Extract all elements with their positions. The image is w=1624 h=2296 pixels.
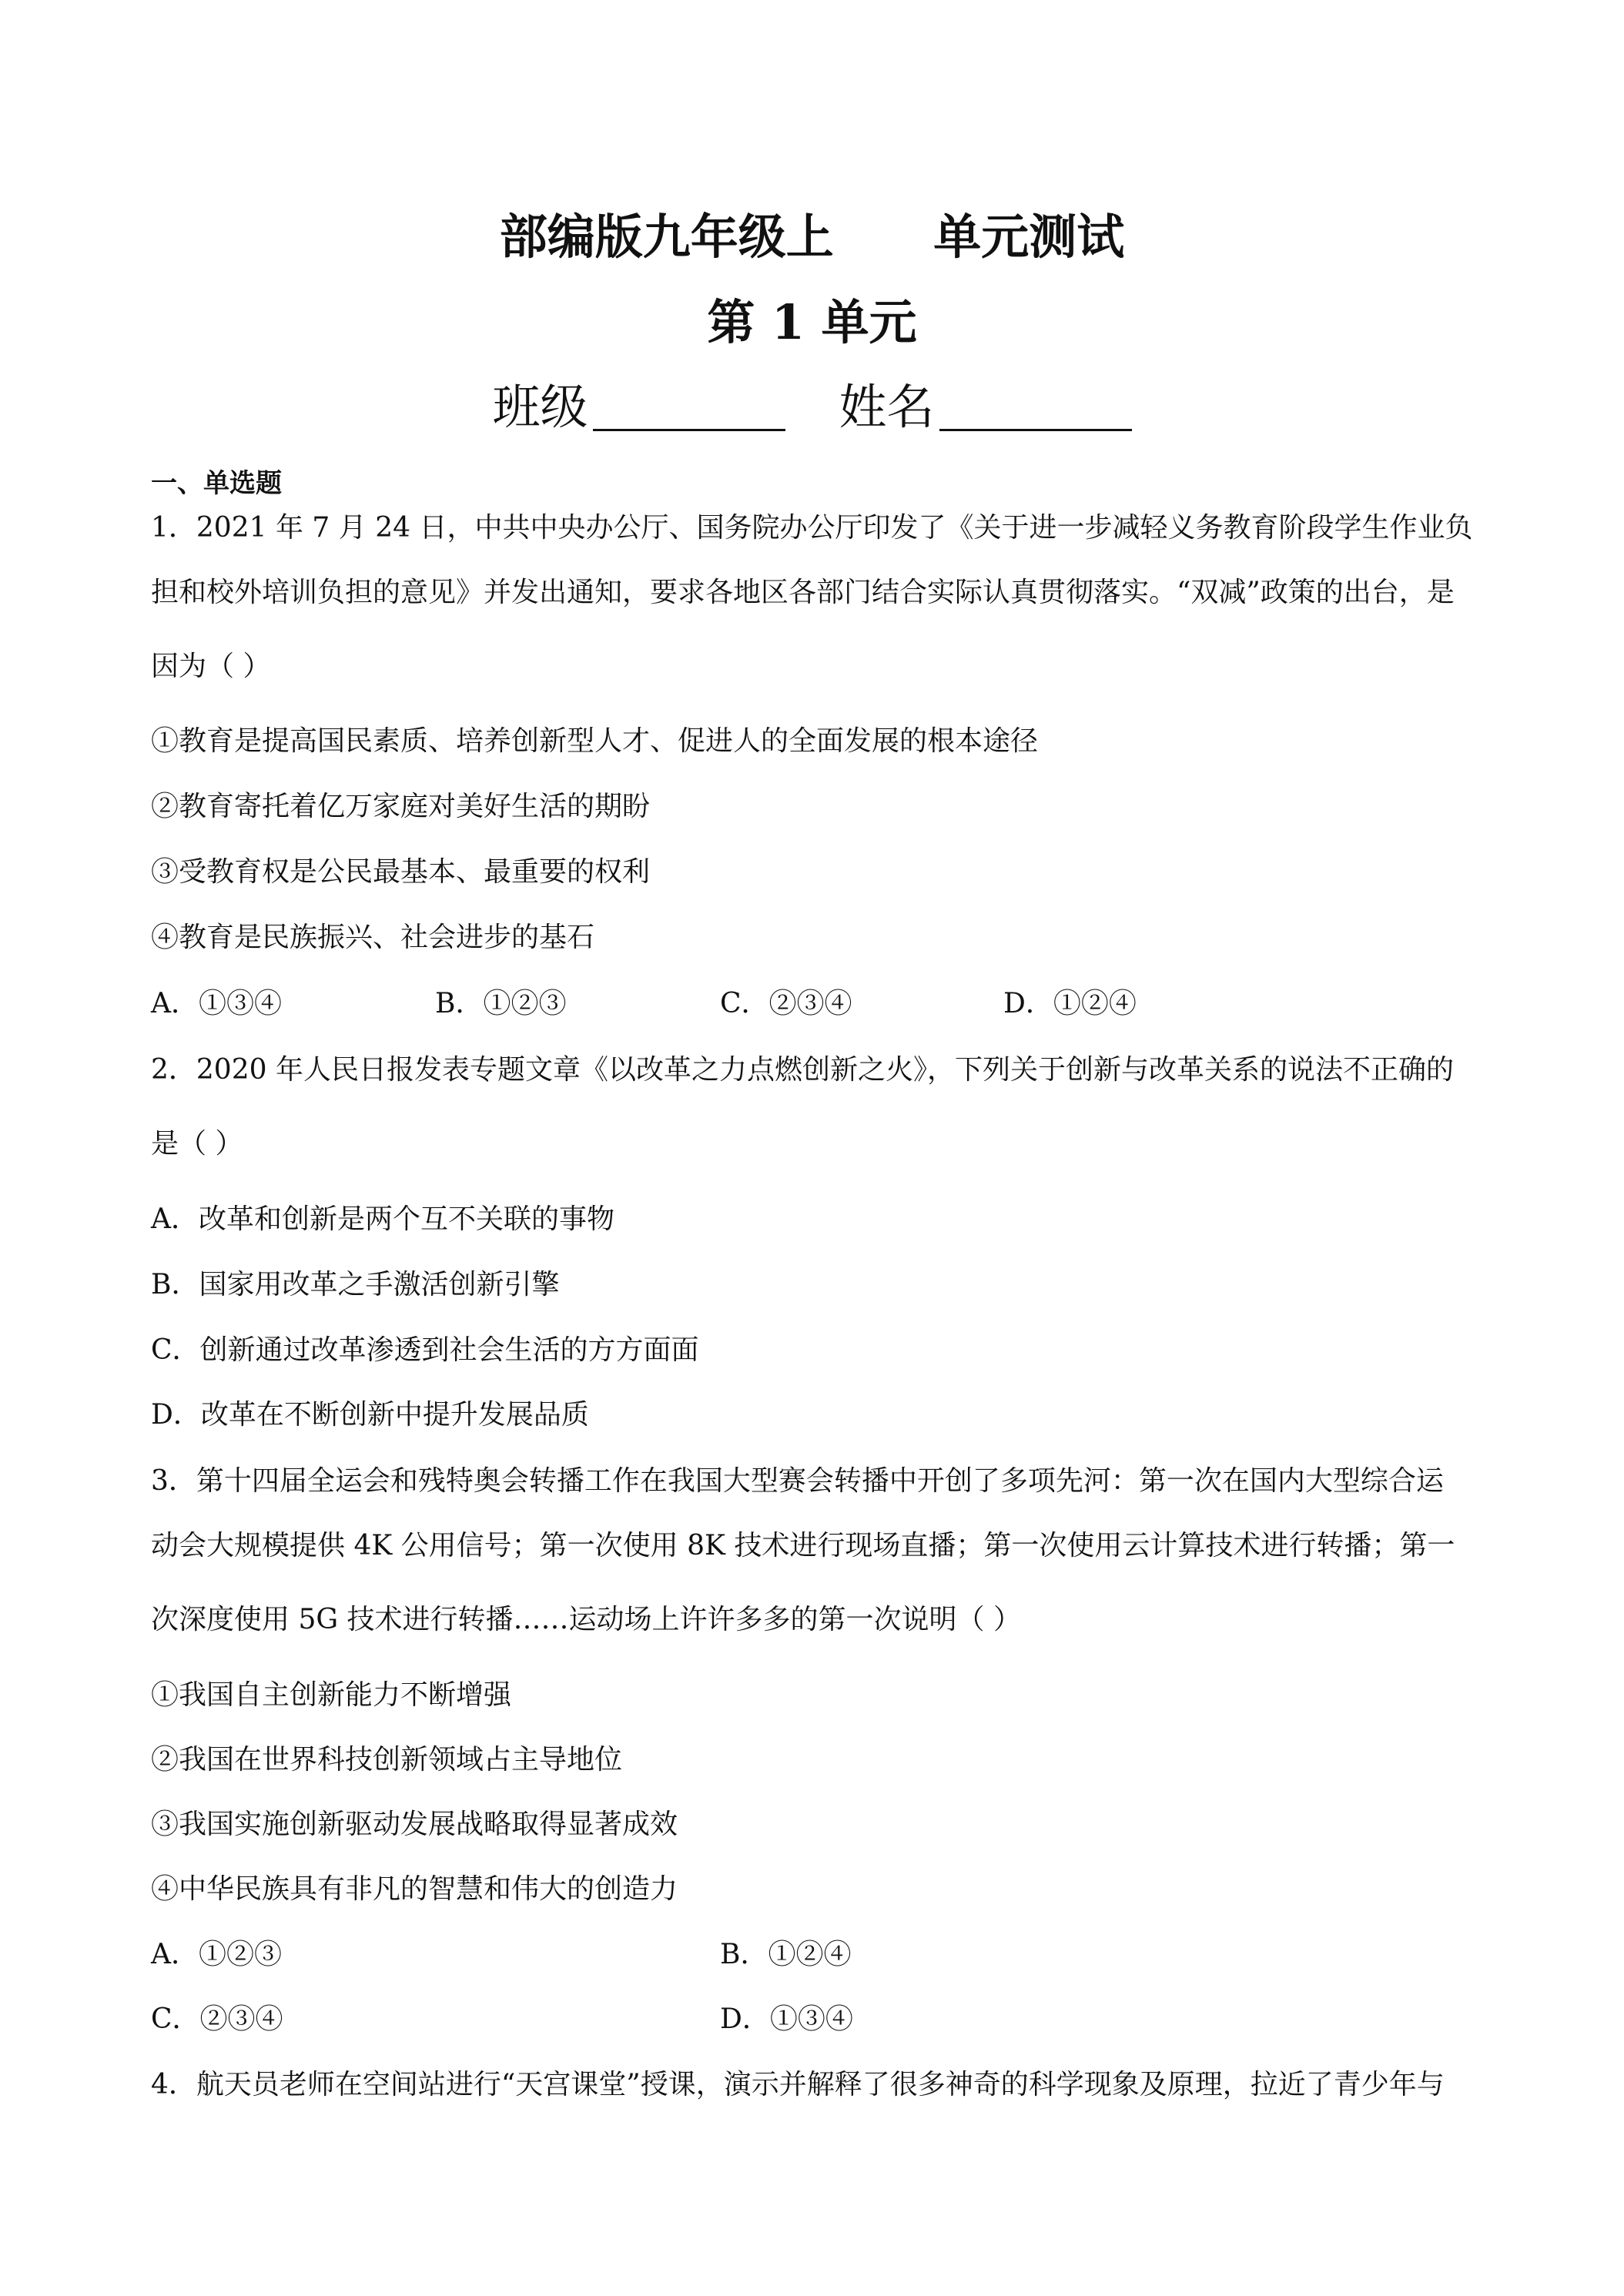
question-3-option-d: D．①③④ bbox=[720, 2003, 853, 2035]
question-3-statement-3: ③我国实施创新驱动发展战略取得显著成效 bbox=[151, 1809, 678, 1840]
question-1-statement-1: ①教育是提高国民素质、培养创新型人才、促进人的全面发展的根本途径 bbox=[151, 725, 1039, 757]
question-2-line-1: 2．2020 年人民日报发表专题文章《以改革之力点燃创新之火》，下列关于创新与改革关系的说法不正确的 bbox=[151, 1054, 1454, 1086]
question-2-option-d: D．改革在不断创新中提升发展品质 bbox=[151, 1399, 589, 1431]
question-1-option-a: A．①③④ bbox=[151, 988, 282, 1019]
class-blank-line bbox=[593, 384, 785, 431]
student-info-row bbox=[0, 379, 1624, 435]
class-label: 班级 bbox=[492, 379, 588, 435]
question-1-statement-4: ④教育是民族振兴、社会进步的基石 bbox=[151, 922, 595, 953]
question-3-statement-1: ①我国自主创新能力不断增强 bbox=[151, 1679, 512, 1711]
question-2-option-c: C．创新通过改革渗透到社会生活的方方面面 bbox=[151, 1334, 699, 1366]
question-1-line-1: 1．2021 年 7 月 24 日，中共中央办公厅、国务院办公厅印发了《关于进一步减轻义务教育阶段学生作业负 bbox=[151, 512, 1473, 544]
question-3-option-c: C．②③④ bbox=[151, 2003, 283, 2035]
question-3-option-a: A．①②③ bbox=[151, 1939, 282, 1970]
question-1-option-d: D．①②④ bbox=[1003, 988, 1137, 1019]
question-3-option-b: B．①②④ bbox=[720, 1939, 852, 1970]
exam-title: 部编版九年级上 单元测试 bbox=[499, 209, 1125, 265]
name-blank-line bbox=[939, 384, 1132, 431]
question-1-line-3: 因为（ ） bbox=[151, 651, 271, 682]
question-3-line-2: 动会大规模提供 4K 公用信号；第一次使用 8K 技术进行现场直播；第一次使用云计算技术进行转播；第一 bbox=[151, 1530, 1455, 1561]
question-1-option-b: B．①②③ bbox=[435, 988, 567, 1019]
question-1-statement-2: ②教育寄托着亿万家庭对美好生活的期盼 bbox=[151, 791, 651, 822]
question-3-line-1: 3．第十四届全运会和残特奥会转播工作在我国大型赛会转播中开创了多项先河：第一次在国内大型综合运 bbox=[151, 1465, 1444, 1497]
section-heading: 一、单选题 bbox=[151, 468, 282, 499]
question-1-statement-3: ③受教育权是公民最基本、最重要的权利 bbox=[151, 856, 651, 888]
name-label: 姓名 bbox=[839, 379, 935, 435]
question-3-statement-4: ④中华民族具有非凡的智慧和伟大的创造力 bbox=[151, 1873, 678, 1905]
question-1-line-2: 担和校外培训负担的意见》并发出通知，要求各地区各部门结合实际认真贯彻落实。“双减”政策的出台，是 bbox=[151, 577, 1455, 608]
question-2-option-b: B．国家用改革之手激活创新引擎 bbox=[151, 1269, 560, 1300]
question-3-line-3: 次深度使用 5G 技术进行转播……运动场上许许多多的第一次说明（ ） bbox=[151, 1604, 1021, 1635]
question-4-line-1: 4．航天员老师在空间站进行“天宫课堂”授课，演示并解释了很多神奇的科学现象及原理，拉近了青少年与 bbox=[151, 2069, 1445, 2100]
unit-subtitle: 第 1 单元 bbox=[707, 294, 917, 350]
question-2-option-a: A．改革和创新是两个互不关联的事物 bbox=[151, 1203, 614, 1235]
question-3-statement-2: ②我国在世界科技创新领域占主导地位 bbox=[151, 1744, 623, 1776]
question-2-line-2: 是（ ） bbox=[151, 1128, 243, 1160]
question-1-option-c: C．②③④ bbox=[720, 988, 852, 1019]
